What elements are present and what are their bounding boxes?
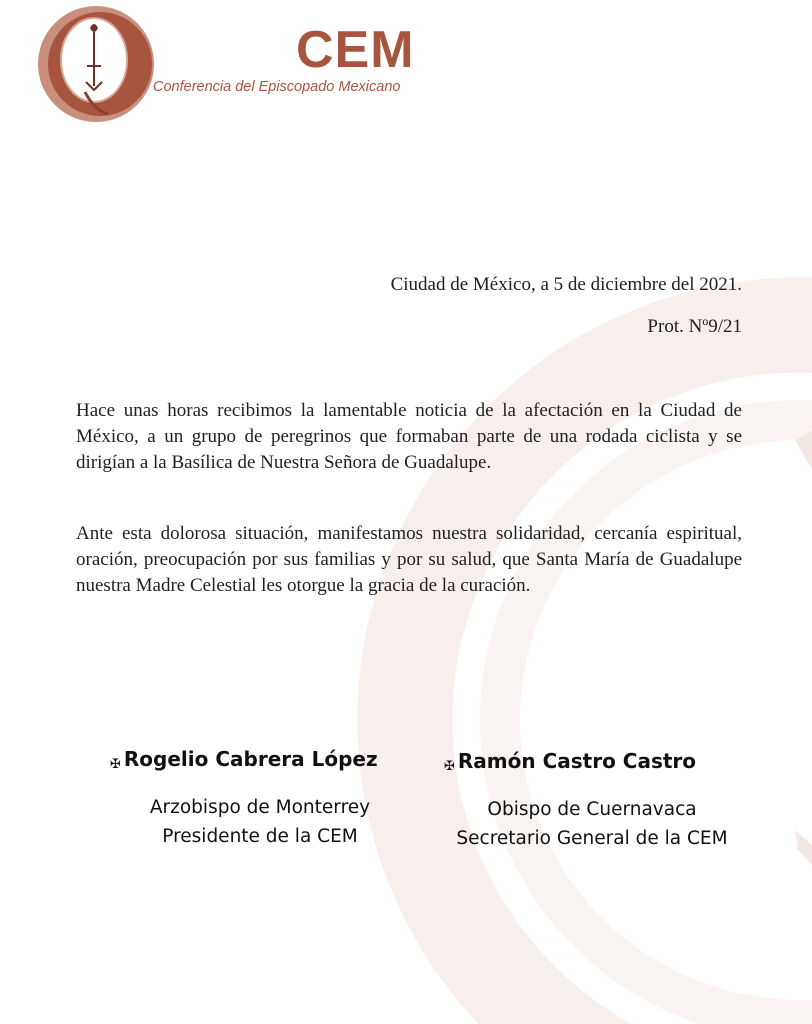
signature-block-secretary — [444, 747, 740, 853]
episcopal-cross-icon: ✠ — [110, 757, 121, 772]
protocol-number: Prot. Nº9/21 — [647, 316, 742, 337]
signature-block-president — [110, 745, 410, 851]
body-paragraph-2: Ante esta dolorosa situación, manifestamos nuestra solidaridad, cercanía espiritual, oración, preocupación por sus familias y por su salud, que Santa María de Guadalupe nuestra Madre Celestial les otorgue la gracia de la curación. — [76, 523, 742, 596]
episcopal-cross-icon: ✠ — [444, 759, 455, 774]
signer-position: Presidente de la CEM — [162, 826, 358, 847]
signer-name: Ramón Castro Castro — [457, 749, 697, 773]
date-line: Ciudad de México, a 5 de diciembre del 2021. — [390, 274, 742, 295]
signer-role: Arzobispo de Monterrey — [149, 797, 371, 818]
letterhead-title: CEM — [296, 21, 415, 79]
body-paragraph-1: Hace unas horas recibimos la lamentable noticia de la afectación en la Ciudad de México, a un grupo de peregrinos que formaban parte de una rodada ciclista y se dirigían a la Basílica de Nuestra Señora de Guadalupe. — [76, 400, 742, 473]
signer-name: Rogelio Cabrera López — [123, 747, 378, 771]
letterhead-subtitle: Conferencia del Episcopado Mexicano — [153, 79, 401, 95]
signer-role: Obispo de Cuernavaca — [487, 799, 697, 820]
cem-emblem-logo — [34, 2, 164, 127]
signer-position: Secretario General de la CEM — [456, 828, 728, 849]
